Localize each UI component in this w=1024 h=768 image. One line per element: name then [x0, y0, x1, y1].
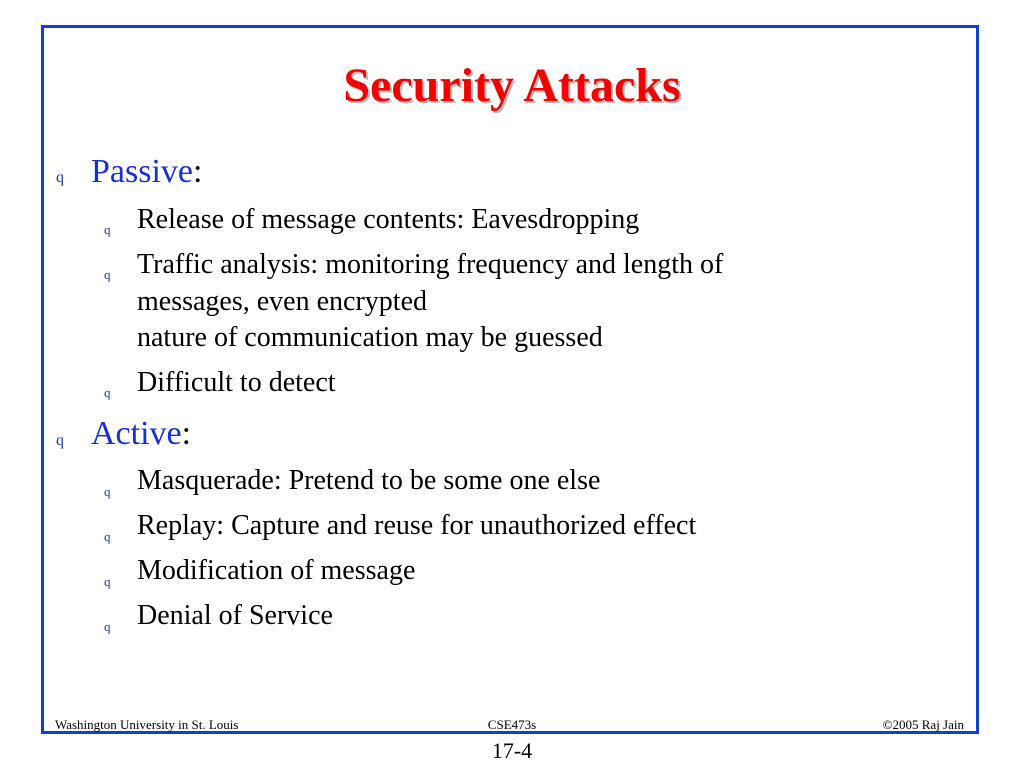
list-item: Modification of message — [137, 555, 416, 586]
heading-suffix: : — [193, 153, 203, 190]
heading-suffix: : — [181, 415, 192, 452]
page-number: 17-4 — [491, 738, 533, 763]
list-item: Release of message contents: Eavesdropping — [137, 204, 640, 235]
slide-title: Security Attacks — [343, 59, 681, 112]
heading-text: Active — [91, 415, 182, 452]
list-item: Difficult to detect — [137, 367, 336, 398]
bullet-marker: q — [104, 619, 111, 634]
list-item: Traffic analysis: monitoring frequency and length of — [137, 249, 724, 280]
list-item: Masquerade: Pretend to be some one else — [137, 465, 601, 496]
bullet-marker: q — [104, 574, 111, 589]
list-item: Replay: Capture and reuse for unauthorized effect — [137, 510, 697, 541]
bullet-marker: q — [56, 432, 64, 449]
list-item: Denial of Service — [137, 600, 333, 631]
list-item-continuation: nature of communication may be guessed — [137, 322, 603, 353]
bullet-marker: q — [104, 529, 111, 544]
list-item-continuation: messages, even encrypted — [137, 286, 427, 317]
footer-right: ©2005 Raj Jain — [882, 717, 964, 732]
bullet-marker: q — [56, 169, 64, 186]
heading-text: Passive — [91, 153, 193, 190]
bullet-marker: q — [104, 222, 111, 237]
bullet-marker: q — [104, 484, 111, 499]
bullet-marker: q — [104, 385, 111, 400]
bullet-marker: q — [104, 267, 111, 282]
section-heading-active — [91, 414, 191, 454]
footer-left: Washington University in St. Louis — [55, 717, 239, 732]
section-heading-passive — [91, 152, 202, 192]
footer-center: CSE473s — [487, 717, 537, 732]
